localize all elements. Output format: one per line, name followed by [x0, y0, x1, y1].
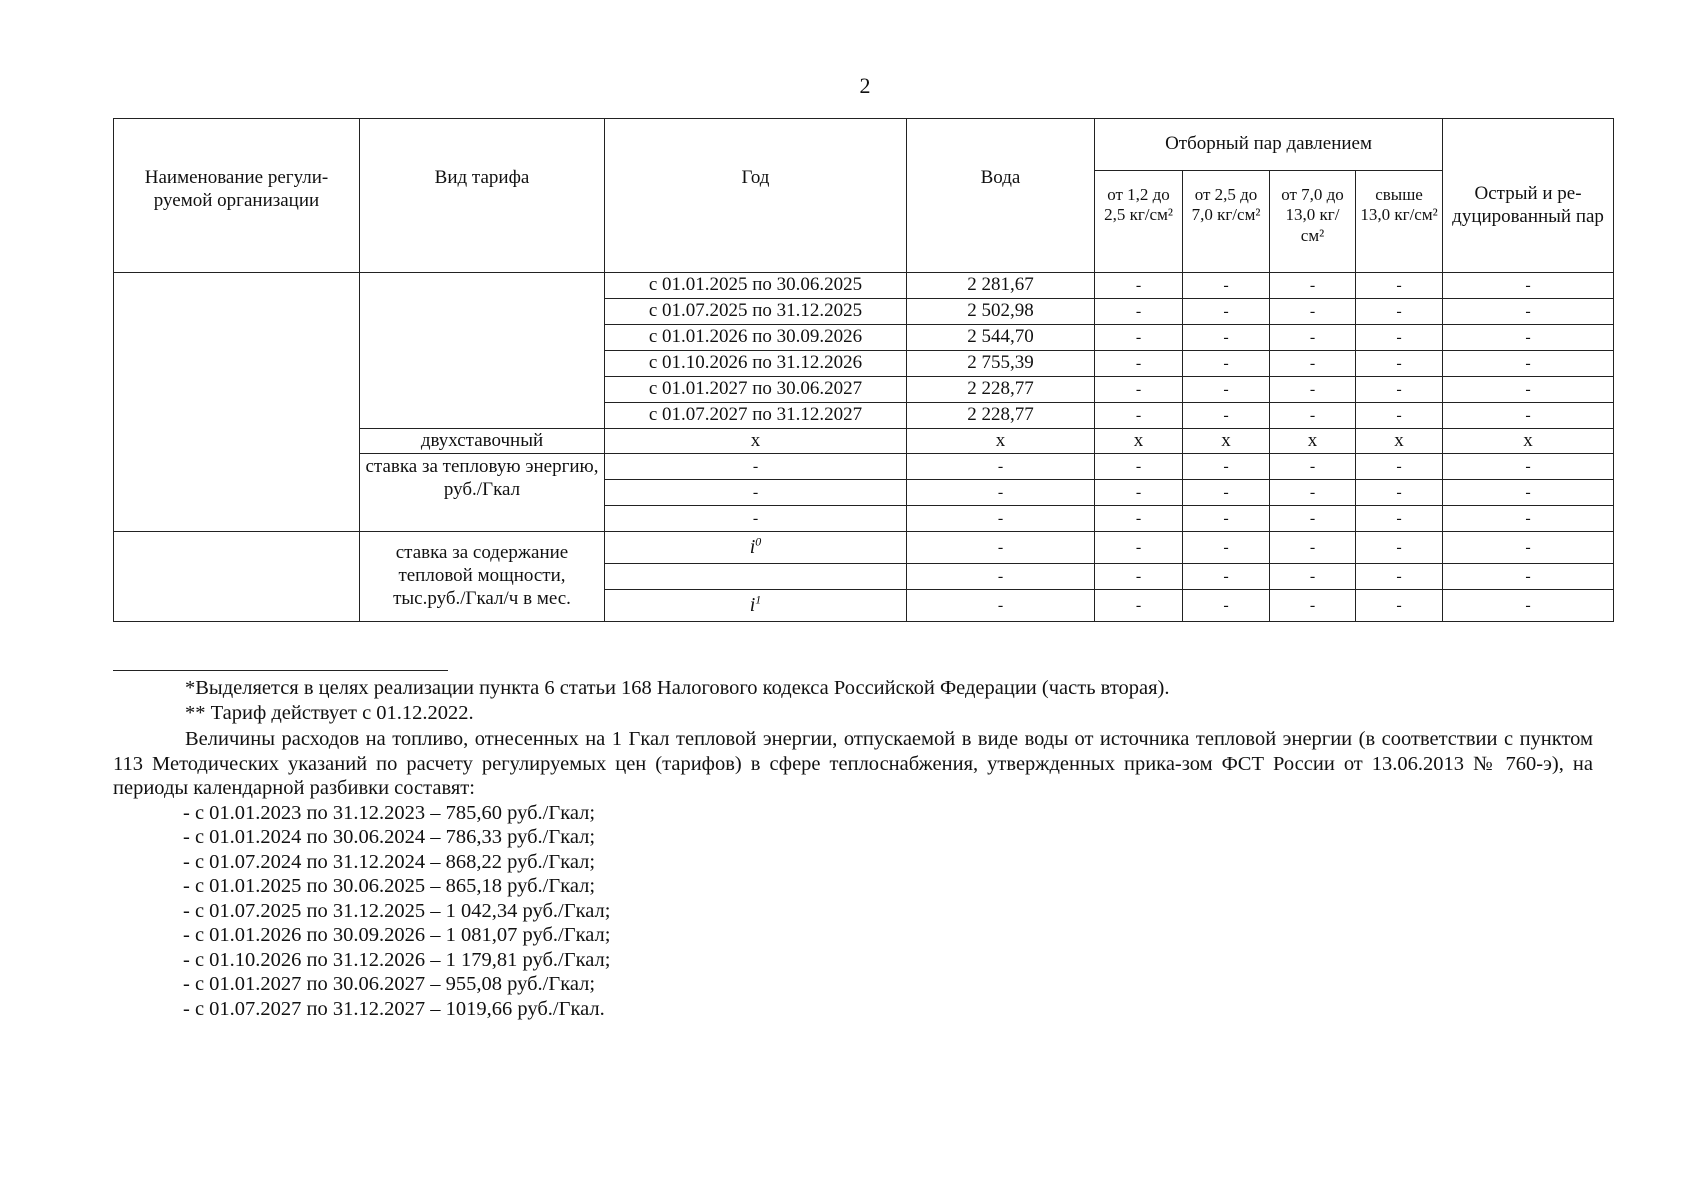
- water-value: 2 544,70: [907, 325, 1095, 351]
- header-water: Вода: [907, 119, 1095, 273]
- dash-cell: -: [907, 506, 1095, 532]
- dash-cell: -: [1270, 506, 1356, 532]
- x-cell: x: [1356, 429, 1443, 454]
- i0-cell: [605, 532, 907, 564]
- header-org-name: Наименование регули-руемой организации: [114, 119, 360, 273]
- list-item: - с 01.07.2027 по 31.12.2027 – 1019,66 руб./Гкал.: [183, 997, 605, 1020]
- dash-cell: -: [1270, 273, 1356, 299]
- dash-cell: -: [1270, 299, 1356, 325]
- water-value: 2 228,77: [907, 377, 1095, 403]
- dash-cell: -: [1270, 351, 1356, 377]
- dash-cell: -: [907, 564, 1095, 590]
- dash-cell: -: [1270, 377, 1356, 403]
- dash-cell: -: [605, 454, 907, 480]
- dash-cell: -: [1356, 454, 1443, 480]
- dash-cell: -: [1095, 480, 1183, 506]
- dash-cell: -: [1095, 454, 1183, 480]
- dash-cell: -: [605, 506, 907, 532]
- dash-cell: -: [1443, 506, 1614, 532]
- footnote-divider: [113, 670, 448, 671]
- list-item: - с 01.07.2025 по 31.12.2025 – 1 042,34 руб./Гкал;: [183, 899, 611, 922]
- dash-cell: -: [1270, 454, 1356, 480]
- heat-rate-label: ставка за тепловую энергию, руб./Гкал: [360, 454, 605, 532]
- dash-cell: -: [1356, 480, 1443, 506]
- dash-cell: -: [1356, 299, 1443, 325]
- dash-cell: -: [1183, 590, 1270, 622]
- header-sharp-steam: Острый и ре-дуцированный пар: [1443, 119, 1614, 273]
- two-part-label: двухставочный: [360, 429, 605, 454]
- org-name-cell: [114, 273, 360, 532]
- dash-cell: -: [1443, 351, 1614, 377]
- dash-cell: -: [1095, 273, 1183, 299]
- dash-cell: -: [907, 532, 1095, 564]
- dash-cell: -: [1443, 273, 1614, 299]
- dash-cell: -: [1183, 532, 1270, 564]
- dash-cell: -: [1095, 299, 1183, 325]
- dash-cell: -: [1183, 564, 1270, 590]
- i1-cell: [605, 590, 907, 622]
- footnote-2: ** Тариф действует с 01.12.2022.: [185, 701, 474, 724]
- dash-cell: -: [1443, 532, 1614, 564]
- x-cell: x: [907, 429, 1095, 454]
- dash-cell: -: [1356, 351, 1443, 377]
- dash-cell: -: [1270, 532, 1356, 564]
- header-steam-group: Отборный пар давлением: [1095, 119, 1443, 171]
- water-value: 2 502,98: [907, 299, 1095, 325]
- dash-cell: -: [1270, 480, 1356, 506]
- dash-cell: -: [1356, 273, 1443, 299]
- dash-cell: -: [1183, 299, 1270, 325]
- dash-cell: -: [1270, 564, 1356, 590]
- tariff-table: [113, 118, 1614, 622]
- water-value: 2 228,77: [907, 403, 1095, 429]
- fuel-costs-paragraph: Величины расходов на топливо, отнесенных на 1 Гкал тепловой энергии, отпускаемой в виде воды от источника тепловой энергии (в соответствии с пунктом 113 Методических указаний по расчету регулируемых цен (тарифов) в сфере теплоснабжения, утвержденных прика-зом ФСТ России от 13.06.2013 № 760-э), на периоды календарной разбивки составят:: [113, 728, 1593, 799]
- dash-cell: -: [605, 480, 907, 506]
- i1-symbol: $i^1$: [749, 592, 762, 617]
- dash-cell: -: [1443, 325, 1614, 351]
- notes-section: [113, 676, 1593, 1021]
- dash-cell: -: [1356, 325, 1443, 351]
- period-cell: с 01.01.2025 по 30.06.2025: [605, 273, 907, 299]
- dash-cell: -: [1356, 564, 1443, 590]
- dash-cell: -: [1183, 480, 1270, 506]
- dash-cell: -: [907, 454, 1095, 480]
- list-item: - с 01.01.2026 по 30.09.2026 – 1 081,07 руб./Гкал;: [183, 924, 611, 946]
- list-item: - с 01.01.2025 по 30.06.2025 – 865,18 руб./Гкал;: [183, 875, 596, 897]
- table-row: [114, 273, 1614, 299]
- dash-cell: -: [1183, 351, 1270, 377]
- tariff-type-cell: [360, 273, 605, 429]
- empty-cell: [605, 564, 907, 590]
- dash-cell: -: [1095, 506, 1183, 532]
- dash-cell: -: [1443, 590, 1614, 622]
- dash-cell: -: [1356, 506, 1443, 532]
- dash-cell: -: [1095, 564, 1183, 590]
- i0-symbol: $i^0$: [749, 534, 762, 559]
- dash-cell: -: [1356, 377, 1443, 403]
- dash-cell: -: [1443, 299, 1614, 325]
- x-cell: x: [605, 429, 907, 454]
- list-item: - с 01.01.2027 по 30.06.2027 – 955,08 руб./Гкал;: [183, 973, 596, 995]
- dash-cell: -: [1443, 564, 1614, 590]
- dash-cell: -: [1095, 532, 1183, 564]
- dash-cell: -: [1270, 325, 1356, 351]
- capacity-rate-label: ставка за содержание тепловой мощности, тыс.руб./Гкал/ч в мес.: [360, 532, 605, 622]
- dash-cell: -: [1443, 403, 1614, 429]
- header-tariff-type: Вид тарифа: [360, 119, 605, 273]
- fuel-costs-list: [113, 801, 1593, 1022]
- dash-cell: -: [1095, 325, 1183, 351]
- period-cell: с 01.07.2027 по 31.12.2027: [605, 403, 907, 429]
- dash-cell: -: [1356, 532, 1443, 564]
- period-cell: с 01.01.2027 по 30.06.2027: [605, 377, 907, 403]
- dash-cell: -: [907, 590, 1095, 622]
- x-cell: x: [1183, 429, 1270, 454]
- period-cell: с 01.07.2025 по 31.12.2025: [605, 299, 907, 325]
- header-year: Год: [605, 119, 907, 273]
- dash-cell: -: [1183, 325, 1270, 351]
- list-item: - с 01.01.2023 по 31.12.2023 – 785,60 руб./Гкал;: [183, 801, 596, 824]
- page-number: 2: [859, 73, 871, 98]
- list-item: - с 01.10.2026 по 31.12.2026 – 1 179,81 руб./Гкал;: [183, 948, 611, 971]
- dash-cell: -: [1095, 377, 1183, 403]
- period-cell: с 01.10.2026 по 31.12.2026: [605, 351, 907, 377]
- dash-cell: -: [1356, 590, 1443, 622]
- header-pressure-4: свыше 13,0 кг/см²: [1356, 171, 1443, 273]
- header-pressure-3: от 7,0 до 13,0 кг/см²: [1270, 171, 1356, 273]
- dash-cell: -: [1270, 403, 1356, 429]
- dash-cell: -: [1443, 480, 1614, 506]
- list-item: - с 01.07.2024 по 31.12.2024 – 868,22 руб./Гкал;: [183, 850, 596, 873]
- dash-cell: -: [1095, 590, 1183, 622]
- table-row: [114, 532, 1614, 564]
- dash-cell: -: [1443, 377, 1614, 403]
- x-cell: x: [1270, 429, 1356, 454]
- header-pressure-1: от 1,2 до 2,5 кг/см²: [1095, 171, 1183, 273]
- water-value: 2 281,67: [907, 273, 1095, 299]
- dash-cell: -: [907, 480, 1095, 506]
- dash-cell: -: [1183, 403, 1270, 429]
- x-cell: x: [1443, 429, 1614, 454]
- list-item: - с 01.01.2024 по 30.06.2024 – 786,33 руб./Гкал;: [183, 826, 596, 848]
- dash-cell: -: [1356, 403, 1443, 429]
- header-pressure-2: от 2,5 до 7,0 кг/см²: [1183, 171, 1270, 273]
- dash-cell: -: [1270, 590, 1356, 622]
- org-name-cell-2: [114, 532, 360, 622]
- dash-cell: -: [1095, 351, 1183, 377]
- dash-cell: -: [1183, 377, 1270, 403]
- water-value: 2 755,39: [907, 351, 1095, 377]
- dash-cell: -: [1183, 454, 1270, 480]
- dash-cell: -: [1183, 506, 1270, 532]
- x-cell: x: [1095, 429, 1183, 454]
- dash-cell: -: [1443, 454, 1614, 480]
- dash-cell: -: [1183, 273, 1270, 299]
- dash-cell: -: [1095, 403, 1183, 429]
- footnote-1: *Выделяется в целях реализации пункта 6 статьи 168 Налогового кодекса Российской Федерации (часть вторая).: [185, 677, 1170, 699]
- period-cell: с 01.01.2026 по 30.09.2026: [605, 325, 907, 351]
